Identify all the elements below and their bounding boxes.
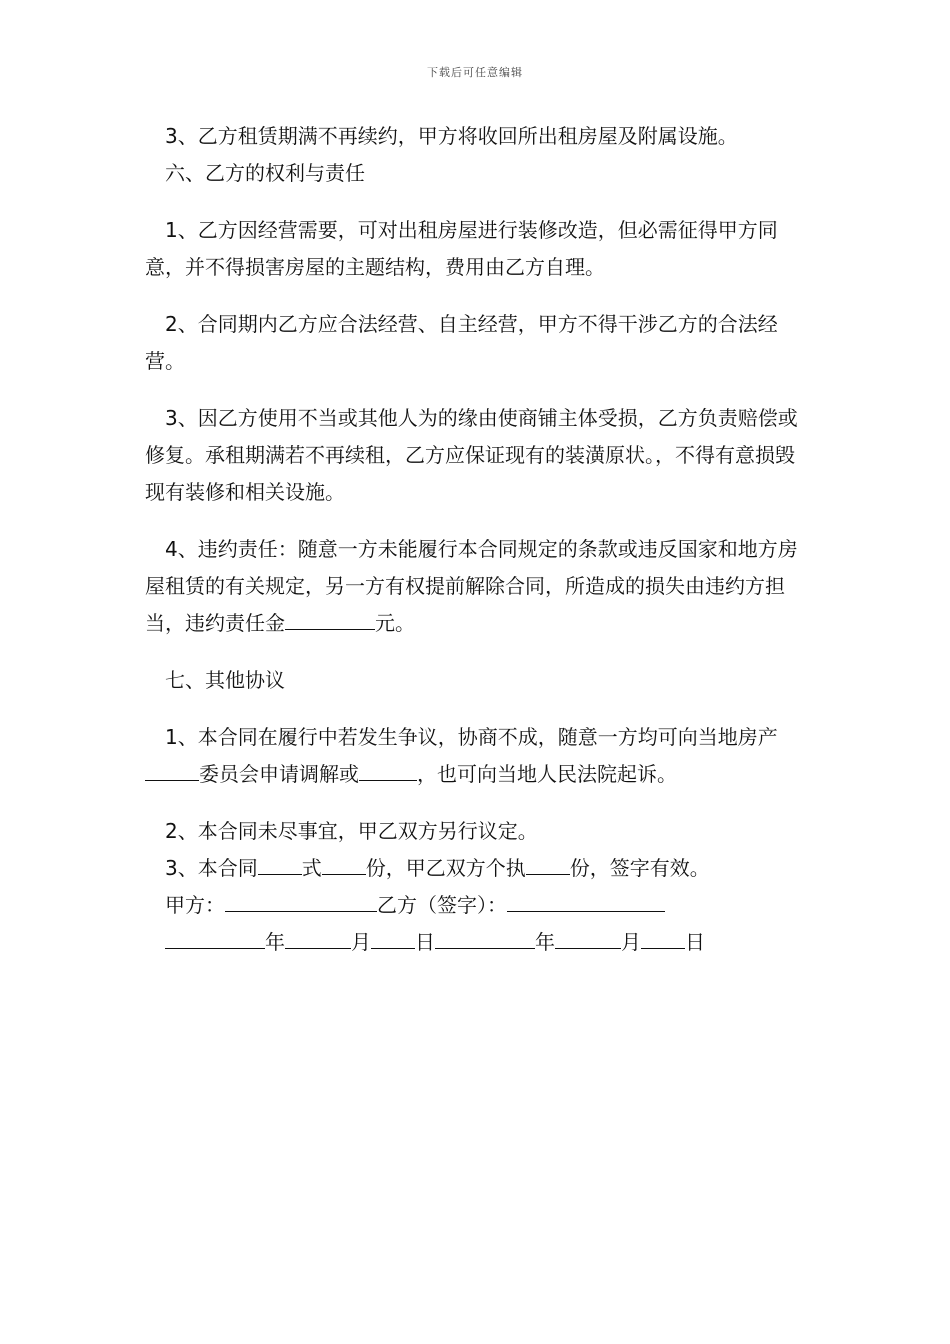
party-b-day-blank — [641, 947, 685, 949]
clause-6-4 — [145, 531, 813, 642]
day-label-a: 日 — [415, 930, 435, 954]
party-a-label: 甲方： — [165, 893, 225, 917]
day-label-b: 日 — [685, 930, 705, 954]
clause-7-1-text-b: 委员会申请调解或 — [199, 762, 359, 786]
section-6-heading: 六、乙方的权利与责任 — [165, 161, 365, 185]
party-a-month-blank — [285, 947, 351, 949]
clause-7-3 — [145, 850, 813, 887]
clause-6-4-unit: 元。 — [375, 611, 415, 635]
copies-count-blank — [322, 873, 366, 875]
property-committee-blank — [145, 779, 199, 781]
clause-6-4-text: 4、违约责任：随意一方未能履行本合同规定的条款或违反国家和地方房屋租赁的有关规定，另一方有权提前解除合同，所造成的损失由违约方担当，违约责任金 — [145, 537, 798, 635]
year-label-b: 年 — [535, 930, 555, 954]
party-a-year-blank — [165, 947, 265, 949]
party-a-day-blank — [371, 947, 415, 949]
copies-each-blank — [526, 873, 570, 875]
party-b-year-blank — [435, 947, 535, 949]
section-7-heading: 七、其他协议 — [165, 668, 285, 692]
clause-7-3-text-c: 份，甲乙双方个执 — [365, 856, 526, 880]
signature-line — [145, 887, 813, 924]
clause-7-3-text-d: 份，签字有效。 — [569, 856, 710, 880]
clause-6-2: 2、合同期内乙方应合法经营、自主经营，甲方不得干涉乙方的合法经营。 — [145, 312, 778, 373]
penalty-amount-blank — [285, 628, 375, 630]
clause-7-3-text-a: 3、本合同 — [165, 856, 258, 880]
clause-7-1 — [145, 719, 813, 793]
copies-style-blank — [258, 873, 302, 875]
month-label-b: 月 — [621, 930, 641, 954]
date-line — [145, 924, 813, 961]
clause-6-1: 1、乙方因经营需要，可对出租房屋进行装修改造，但必需征得甲方同意，并不得损害房屋的主题结构，费用由乙方自理。 — [145, 218, 778, 279]
clause-7-2: 2、本合同未尽事宜，甲乙双方另行议定。 — [165, 819, 538, 843]
month-label-a: 月 — [351, 930, 371, 954]
party-b-label: 乙方（签字）： — [377, 893, 507, 917]
contract-body — [145, 118, 813, 961]
clause-7-1-text-c: ，也可向当地人民法院起诉。 — [417, 762, 677, 786]
clause-7-1-text-a: 1、本合同在履行中若发生争议，协商不成，随意一方均可向当地房产 — [165, 725, 778, 749]
party-b-signature-blank — [507, 910, 665, 912]
mediation-blank — [359, 779, 417, 781]
year-label-a: 年 — [265, 930, 285, 954]
clause-7-3-text-b: 式 — [301, 856, 322, 880]
clause-5-3: 3、乙方租赁期满不再续约，甲方将收回所出租房屋及附属设施。 — [165, 124, 738, 148]
party-b-month-blank — [555, 947, 621, 949]
party-a-signature-blank — [225, 910, 377, 912]
clause-6-3: 3、因乙方使用不当或其他人为的缘由使商铺主体受损，乙方负责赔偿或修复。承租期满若不再续租，乙方应保证现有的装潢原状。，不得有意损毁现有装修和相关设施。 — [145, 406, 798, 504]
header-note: 下载后可任意编辑 — [427, 66, 523, 79]
